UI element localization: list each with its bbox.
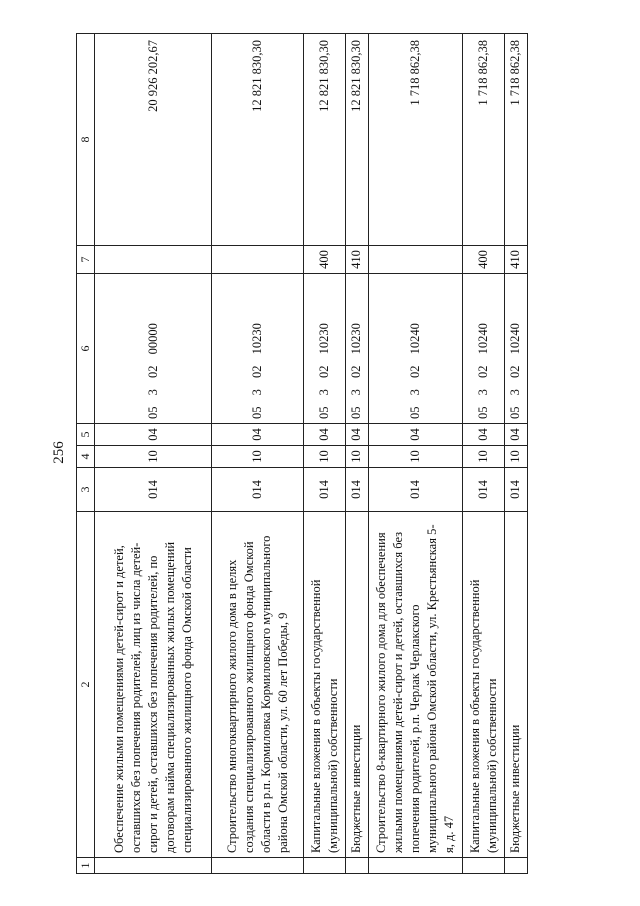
cell-col4: 10 [95,446,212,468]
cell-col3: 014 [345,468,368,512]
cell-col8: 12 821 830,30 [345,34,368,246]
table-row [504,34,527,874]
cell-col8: 1 718 862,38 [504,34,527,246]
cell-col7: 400 [304,246,346,274]
cell-col3: 014 [463,468,505,512]
cell-col4: 10 [368,446,462,468]
table-row [463,34,505,874]
cell-col1 [304,858,346,874]
cell-col5: 04 [368,424,462,446]
table-row [345,34,368,874]
cell-col1 [345,858,368,874]
cell-col8: 20 926 202,67 [95,34,212,246]
cell-col1 [504,858,527,874]
cell-col3: 014 [368,468,462,512]
col-header-5: 5 [77,424,95,446]
cell-col7: 410 [504,246,527,274]
cell-col5: 04 [304,424,346,446]
cell-col7: 410 [345,246,368,274]
cell-col6: 05 3 02 00000 [95,274,212,424]
cell-col5: 04 [95,424,212,446]
cell-col3: 014 [212,468,304,512]
page-number: 256 [50,441,67,464]
cell-col5: 04 [463,424,505,446]
cell-col8: 12 821 830,30 [212,34,304,246]
cell-col4: 10 [504,446,527,468]
cell-col1 [95,858,212,874]
table-row [304,34,346,874]
cell-col7 [212,246,304,274]
cell-description: Обеспечение жилыми помещениями детей-сирот и детей, оставшихся без попечения родителей, лиц из числа детей-сирот и детей, оставшихся без попечения родителей, по договорам найма специализированных жилых помещений специализированного жилищного фонда Омской области [95,512,212,858]
cell-col7 [368,246,462,274]
col-header-3: 3 [77,468,95,512]
cell-col4: 10 [463,446,505,468]
cell-col5: 04 [345,424,368,446]
table-row [368,34,462,874]
cell-col1 [368,858,462,874]
cell-col4: 10 [345,446,368,468]
table-row [212,34,304,874]
col-header-4: 4 [77,446,95,468]
col-header-7: 7 [77,246,95,274]
cell-col6: 05 3 02 10240 [504,274,527,424]
cell-col6: 05 3 02 10240 [368,274,462,424]
cell-description: Строительство 8-квартирного жилого дома для обеспечения жилыми помещениями детей-сирот и детей, оставшихся без попечения родителей, р.п. Черлак Черлакского муниципального района Омской области, ул. Крестьянская 5-я, д. 47 [368,512,462,858]
rotated-table-container [76,34,528,874]
cell-description: Капитальные вложения в объекты государственной (муниципальной) собственности [304,512,346,858]
cell-col8: 12 821 830,30 [304,34,346,246]
cell-col7: 400 [463,246,505,274]
cell-col5: 04 [504,424,527,446]
table-row [95,34,212,874]
cell-col1 [463,858,505,874]
cell-col3: 014 [504,468,527,512]
cell-col1 [212,858,304,874]
cell-description: Бюджетные инвестиции [345,512,368,858]
cell-col7 [95,246,212,274]
cell-description: Капитальные вложения в объекты государственной (муниципальной) собственности [463,512,505,858]
cell-col5: 04 [212,424,304,446]
cell-col3: 014 [95,468,212,512]
cell-col6: 05 3 02 10230 [345,274,368,424]
header-row [77,34,95,874]
cell-col8: 1 718 862,38 [463,34,505,246]
cell-col3: 014 [304,468,346,512]
cell-col4: 10 [212,446,304,468]
cell-col6: 05 3 02 10230 [304,274,346,424]
cell-description: Строительство многоквартирного жилого дома в целях создания специализированного жилищного фонда Омской области в р.п. Кормиловка Кормиловского муниципального района Омской области, ул. 60 лет Победы, 9 [212,512,304,858]
cell-col6: 05 3 02 10240 [463,274,505,424]
cell-description: Бюджетные инвестиции [504,512,527,858]
cell-col4: 10 [304,446,346,468]
cell-col6: 05 3 02 10230 [212,274,304,424]
budget-table [76,33,528,874]
col-header-2: 2 [77,512,95,858]
col-header-6: 6 [77,274,95,424]
col-header-8: 8 [77,34,95,246]
col-header-1: 1 [77,858,95,874]
cell-col8: 1 718 862,38 [368,34,462,246]
